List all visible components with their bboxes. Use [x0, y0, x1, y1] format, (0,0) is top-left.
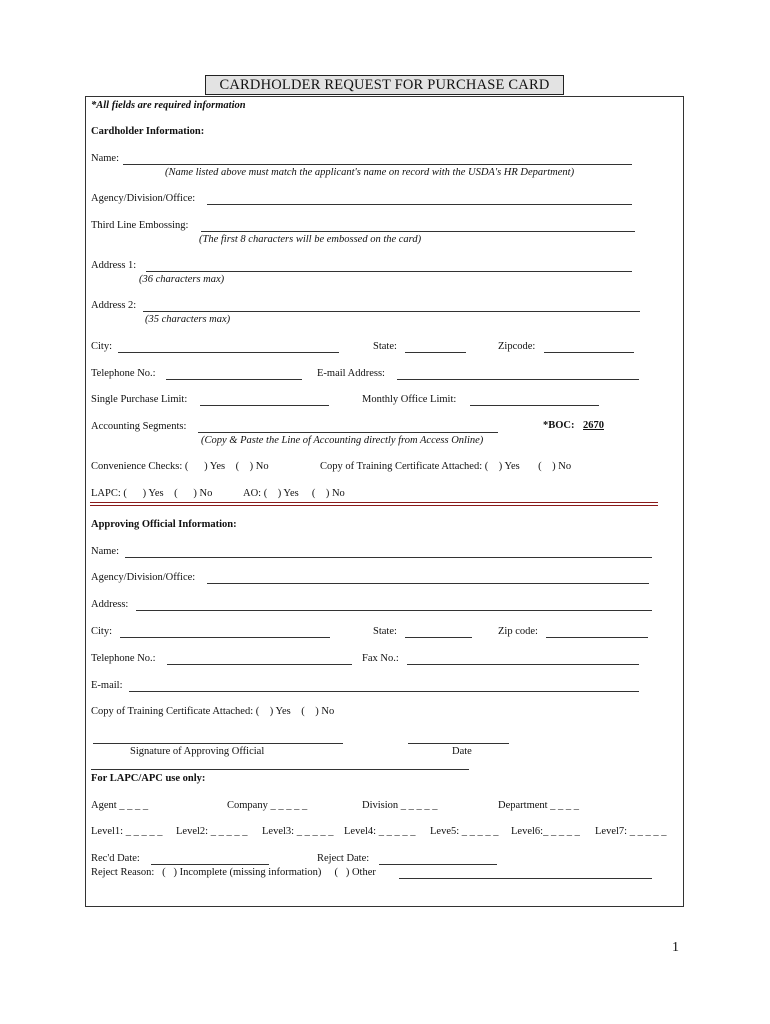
boc-label: *BOC:	[543, 420, 575, 431]
level2-field[interactable]: Level2: _ _ _ _ _	[176, 826, 248, 837]
reject-date-field[interactable]	[379, 864, 497, 865]
cardholder-agency-field[interactable]	[207, 204, 632, 205]
monthly-limit-field[interactable]	[470, 405, 599, 406]
ao-phone-field[interactable]	[167, 664, 352, 665]
ao-city-label: City:	[91, 626, 113, 637]
agent-field[interactable]: Agent _ _ _ _	[91, 800, 149, 811]
level4-field[interactable]: Level4: _ _ _ _ _	[344, 826, 416, 837]
recd-date-label: Rec'd Date:	[91, 853, 140, 864]
cardholder-name-label: Name:	[91, 153, 119, 164]
address1-label: Address 1:	[91, 260, 137, 271]
company-field[interactable]: Company _ _ _ _ _	[227, 800, 308, 811]
level7-field[interactable]: Level7: _ _ _ _ _	[595, 826, 667, 837]
address2-field[interactable]	[143, 311, 640, 312]
cardholder-agency-label: Agency/Division/Office:	[91, 193, 196, 204]
level1-field[interactable]: Level1: _ _ _ _ _	[91, 826, 163, 837]
cardholder-email-label: E-mail Address:	[317, 368, 385, 379]
ao-address-label: Address:	[91, 599, 129, 610]
cardholder-zip-label: Zipcode:	[498, 341, 536, 352]
signature-date-field[interactable]	[408, 743, 509, 744]
section-divider-bottom	[90, 505, 658, 506]
boc-value: 2670	[583, 420, 604, 431]
cardholder-phone-field[interactable]	[166, 379, 302, 380]
reject-reason[interactable]: Reject Reason: ( ) Incomplete (missing information) ( ) Other	[91, 867, 376, 878]
third-line-label: Third Line Embossing:	[91, 220, 189, 231]
division-field[interactable]: Division _ _ _ _ _	[362, 800, 438, 811]
ao-state-field[interactable]	[405, 637, 472, 638]
level6-field[interactable]: Level6:_ _ _ _ _	[511, 826, 580, 837]
lapc-checkbox[interactable]: LAPC: ( ) Yes ( ) No	[91, 488, 213, 499]
level5-field[interactable]: Leve5: _ _ _ _ _	[430, 826, 499, 837]
ao-state-label: State:	[373, 626, 397, 637]
ao-training-cert[interactable]: Copy of Training Certificate Attached: ( ) Yes ( ) No	[91, 706, 335, 717]
ao-zip-label: Zip code:	[498, 626, 538, 637]
monthly-limit-label: Monthly Office Limit:	[362, 394, 457, 405]
single-limit-field[interactable]	[200, 405, 329, 406]
cardholder-city-label: City:	[91, 341, 113, 352]
cardholder-training-cert[interactable]: Copy of Training Certificate Attached: ( ) Yes ( ) No	[320, 461, 572, 472]
ao-agency-label: Agency/Division/Office:	[91, 572, 196, 583]
ao-zip-field[interactable]	[546, 637, 648, 638]
ao-name-label: Name:	[91, 546, 119, 557]
accounting-note: (Copy & Paste the Line of Accounting directly from Access Online)	[201, 435, 484, 446]
cardholder-state-field[interactable]	[405, 352, 466, 353]
address2-label: Address 2:	[91, 300, 137, 311]
required-note: *All fields are required information	[91, 100, 246, 111]
address1-note: (36 characters max)	[139, 274, 225, 285]
third-line-note: (The first 8 characters will be embossed on the card)	[199, 234, 422, 245]
single-limit-label: Single Purchase Limit:	[91, 394, 188, 405]
lapc-heading: For LAPC/APC use only:	[91, 773, 206, 784]
ao-email-field[interactable]	[129, 691, 639, 692]
reject-other-field[interactable]	[399, 878, 652, 879]
accounting-label: Accounting Segments:	[91, 421, 187, 432]
ao-city-field[interactable]	[120, 637, 330, 638]
cardholder-heading: Cardholder Information:	[91, 126, 205, 137]
ao-fax-label: Fax No.:	[362, 653, 399, 664]
cardholder-city-field[interactable]	[118, 352, 339, 353]
form-title: CARDHOLDER REQUEST FOR PURCHASE CARD	[205, 75, 564, 95]
signature-date-label: Date	[452, 746, 472, 757]
ao-address-field[interactable]	[136, 610, 652, 611]
cardholder-name-field[interactable]	[123, 164, 632, 165]
cardholder-state-label: State:	[373, 341, 397, 352]
level3-field[interactable]: Level3: _ _ _ _ _	[262, 826, 334, 837]
ao-checkbox[interactable]: AO: ( ) Yes ( ) No	[243, 488, 345, 499]
ao-phone-label: Telephone No.:	[91, 653, 156, 664]
address2-note: (35 characters max)	[145, 314, 231, 325]
ao-name-field[interactable]	[125, 557, 652, 558]
third-line-field[interactable]	[201, 231, 635, 232]
convenience-checks[interactable]: Convenience Checks: ( ) Yes ( ) No	[91, 461, 269, 472]
cardholder-phone-label: Telephone No.:	[91, 368, 156, 379]
accounting-field[interactable]	[198, 432, 498, 433]
cardholder-zip-field[interactable]	[544, 352, 634, 353]
department-field[interactable]: Department _ _ _ _	[498, 800, 580, 811]
address1-field[interactable]	[146, 271, 632, 272]
lapc-section-divider	[91, 769, 469, 770]
cardholder-email-field[interactable]	[397, 379, 639, 380]
cardholder-name-note: (Name listed above must match the applicant's name on record with the USDA's HR Department)	[165, 167, 575, 178]
signature-field[interactable]	[93, 743, 343, 744]
approving-heading: Approving Official Information:	[91, 519, 237, 530]
ao-agency-field[interactable]	[207, 583, 649, 584]
section-divider-top	[90, 502, 658, 503]
page-number: 1	[672, 940, 679, 955]
recd-date-field[interactable]	[151, 864, 269, 865]
reject-date-label: Reject Date:	[317, 853, 370, 864]
ao-fax-field[interactable]	[407, 664, 639, 665]
signature-label: Signature of Approving Official	[130, 746, 265, 757]
ao-email-label: E-mail:	[91, 680, 123, 691]
